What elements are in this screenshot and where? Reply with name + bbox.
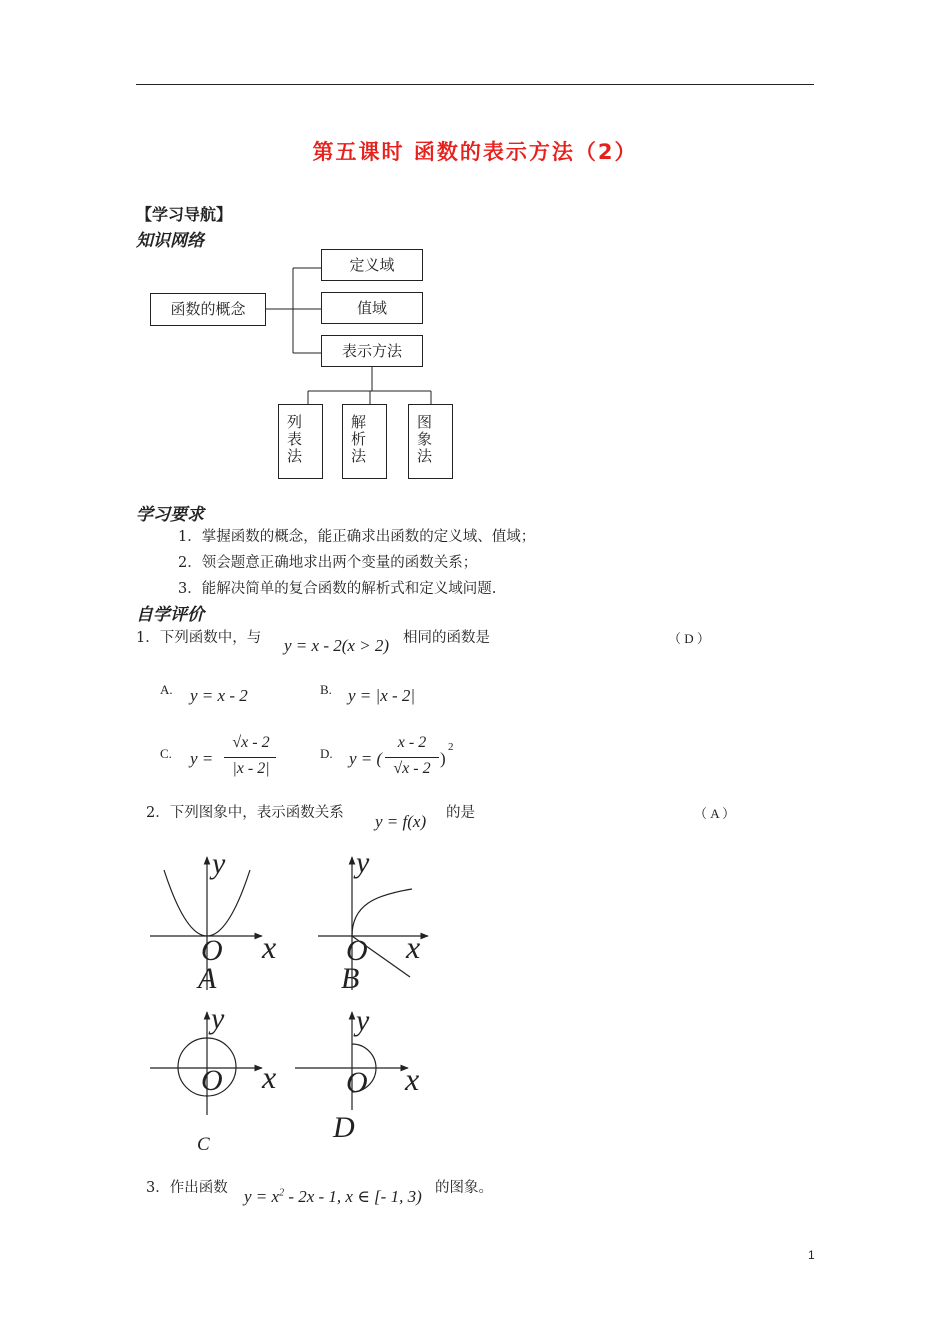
graph-b-y-label: y bbox=[356, 846, 370, 879]
knowledge-network-heading: 知识网络 bbox=[136, 231, 204, 251]
method-char: 法 bbox=[287, 447, 303, 465]
requirement-item: 3．能解决简单的复合函数的解析式和定义域问题. bbox=[178, 581, 497, 597]
q3-formula-part-b: - 2x - 1, x ∈ [- 1, 3) bbox=[284, 1187, 422, 1206]
graph-a-label: A bbox=[198, 962, 217, 995]
method-char: 法 bbox=[417, 447, 433, 465]
graph-c-origin: O bbox=[201, 1064, 223, 1097]
graph-c-label: C bbox=[197, 1134, 210, 1155]
q2-formula: y = f(x) bbox=[375, 812, 427, 831]
q1-option-b-formula: y = |x - 2| bbox=[348, 686, 416, 705]
page-title: 第五课时 函数的表示方法（2） bbox=[312, 140, 638, 164]
q1-option-b-label: B. bbox=[320, 682, 332, 697]
page-number: 1 bbox=[808, 1248, 815, 1262]
q3-suffix: 的图象。 bbox=[435, 1180, 493, 1196]
q2-answer: （ A ） bbox=[694, 806, 736, 821]
graph-b-origin: O bbox=[346, 934, 368, 967]
q1-option-a-formula: y = x - 2 bbox=[190, 686, 248, 705]
method-char: 解 bbox=[351, 413, 367, 431]
graph-a-x-label: x bbox=[262, 929, 277, 965]
q1-option-d-numerator: x - 2 bbox=[397, 734, 427, 751]
graph-d-x-label: x bbox=[405, 1061, 420, 1097]
method-char: 法 bbox=[351, 447, 367, 465]
method-char: 列 bbox=[287, 413, 303, 431]
graph-c-y-label: y bbox=[211, 1002, 225, 1035]
concept-box-domain: 定义域 bbox=[321, 249, 423, 281]
concept-box-range: 值域 bbox=[321, 292, 423, 324]
requirement-item: 2．领会题意正确地求出两个变量的函数关系； bbox=[178, 555, 478, 571]
graph-b-curve bbox=[352, 889, 412, 936]
q2-suffix: 的是 bbox=[446, 805, 475, 821]
graph-d-origin: O bbox=[346, 1066, 368, 1099]
graph-c-x-label: x bbox=[262, 1059, 277, 1095]
q1-option-d-label: D. bbox=[320, 746, 333, 761]
q1-option-c-denominator: |x - 2| bbox=[232, 760, 270, 777]
q1-option-c-lhs: y = bbox=[190, 749, 214, 768]
method-char: 图 bbox=[417, 413, 433, 431]
concept-box-root: 函数的概念 bbox=[150, 293, 266, 326]
q1-option-d-lhs: y = ( bbox=[349, 749, 383, 768]
q2-prefix: 2．下列图象中，表示函数关系 bbox=[146, 805, 344, 821]
q1-answer: （ D ） bbox=[668, 631, 710, 646]
section-guide: 【学习导航】 bbox=[136, 205, 233, 224]
graph-b-x-label: x bbox=[406, 929, 421, 965]
q3-formula bbox=[244, 1187, 422, 1207]
q1-suffix: 相同的函数是 bbox=[403, 630, 490, 646]
graph-a-y-label: y bbox=[212, 847, 226, 880]
q3-prefix: 3．作出函数 bbox=[146, 1180, 228, 1196]
graph-d-y-label: y bbox=[356, 1004, 370, 1037]
q3-formula-part-a: y = x bbox=[244, 1187, 280, 1206]
q1-option-d-rhs: ) bbox=[440, 749, 446, 768]
graph-a-origin: O bbox=[201, 934, 223, 967]
q1-option-c-label: C. bbox=[160, 746, 172, 761]
method-char: 象 bbox=[417, 430, 433, 448]
q1-formula: y = x - 2(x > 2) bbox=[284, 636, 390, 655]
requirements-heading: 学习要求 bbox=[136, 505, 204, 525]
graph-b-label: B bbox=[341, 962, 360, 995]
graph-d-label: D bbox=[333, 1111, 355, 1144]
q1-option-c-numerator: √x - 2 bbox=[232, 734, 270, 751]
q3-formula-exponent: 2 bbox=[279, 1187, 285, 1199]
q1-option-d-exponent: 2 bbox=[448, 741, 454, 753]
q1-option-d-denominator: √x - 2 bbox=[393, 760, 431, 777]
requirement-item: 1．掌握函数的概念，能正确求出函数的定义域、值域； bbox=[178, 529, 536, 545]
method-char: 析 bbox=[351, 430, 367, 448]
q1-option-a-label: A. bbox=[160, 682, 173, 697]
q1-prefix: 1．下列函数中，与 bbox=[136, 630, 262, 646]
method-char: 表 bbox=[287, 430, 303, 448]
self-eval-heading: 自学评价 bbox=[136, 605, 204, 625]
concept-box-representation: 表示方法 bbox=[321, 335, 423, 367]
